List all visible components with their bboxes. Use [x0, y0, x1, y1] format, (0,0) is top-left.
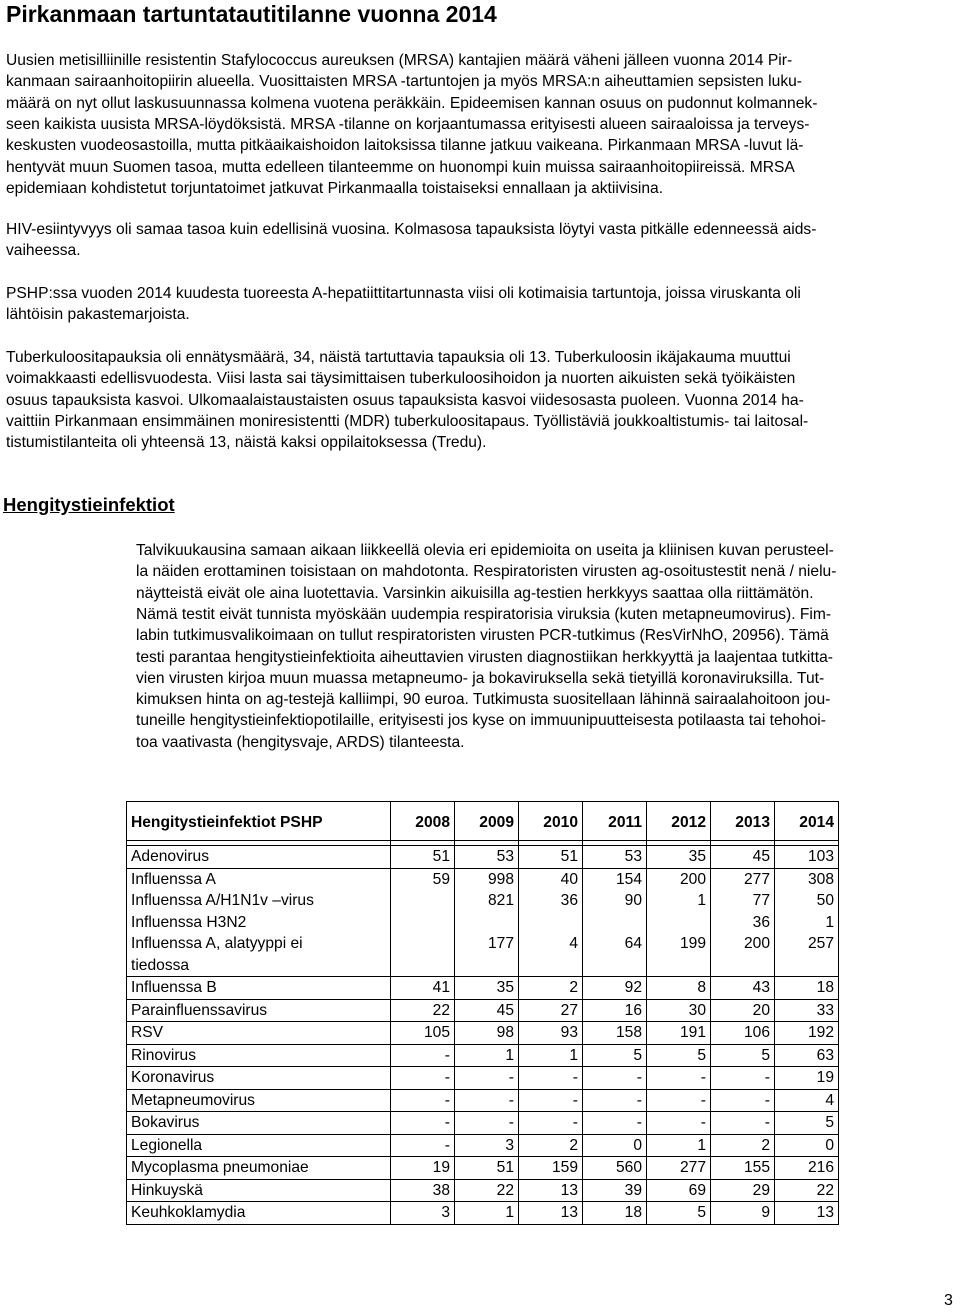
value-line: 22: [496, 1181, 514, 1199]
value-line: [459, 912, 514, 934]
value-cell: [583, 1202, 647, 1225]
table-row: [127, 1089, 839, 1112]
value-line: -: [444, 1136, 450, 1154]
value-cell: [775, 1134, 839, 1157]
header-year: 2012: [647, 802, 711, 841]
table-row: [127, 1157, 839, 1180]
value-line: 51: [560, 848, 578, 865]
section-line: labin tutkimusvalikoimaan on tullut respiratoristen virusten PCR-tutkimus (ResVirNhO, 20956). Tämä: [136, 627, 829, 645]
row-label: [127, 1112, 391, 1135]
value-line: -: [764, 1069, 770, 1086]
value-line: 93: [560, 1024, 578, 1041]
value-cell: [775, 999, 839, 1022]
value-cell: [647, 1067, 711, 1090]
value-line: 5: [825, 1114, 834, 1131]
value-line: 45: [752, 848, 770, 865]
value-cell: [455, 868, 519, 977]
value-cell: [647, 999, 711, 1022]
value-line: 36: [560, 892, 578, 909]
value-cell: [647, 1134, 711, 1157]
value-line: 64: [624, 935, 642, 952]
paragraph-line: tistumistilanteita oli yhteensä 13, näistä kaksi oppilaitoksessa (Tredu).: [6, 434, 487, 452]
value-line: -: [572, 1114, 578, 1131]
value-line: [651, 955, 706, 977]
value-line: -: [508, 1114, 514, 1131]
paragraph-line: vaittiin Pirkanmaan ensimmäinen moniresistentti (MDR) tuberkuloositapaus. Työllistäviä joukkoaltistumis- tai laitosal-: [6, 412, 809, 430]
value-line: 63: [816, 1046, 834, 1064]
value-line: 105: [423, 1024, 450, 1041]
value-cell: [391, 1202, 455, 1225]
label-line: Influenssa H3N2: [131, 913, 247, 931]
value-cell: [455, 1134, 519, 1157]
value-cell: [711, 1044, 775, 1067]
value-line: 5: [761, 1046, 770, 1064]
value-line: 45: [496, 1001, 514, 1019]
value-cell: [647, 977, 711, 1000]
section-line: Nämä testit eivät tunnista myöskään uudempia respiratorisia viruksia (kuten metapneumovirus). Fim-: [136, 605, 832, 623]
value-line: 1: [697, 1136, 706, 1154]
table-row: [127, 1044, 839, 1067]
value-line: 155: [743, 1159, 770, 1176]
value-cell: [583, 1067, 647, 1090]
value-line: [459, 955, 514, 977]
value-cell: [775, 1157, 839, 1180]
value-line: 106: [743, 1024, 770, 1041]
header-year: 2014: [775, 802, 839, 841]
value-line: 38: [432, 1181, 450, 1199]
value-cell: [775, 1067, 839, 1090]
value-cell: [647, 1202, 711, 1225]
value-cell: [583, 868, 647, 977]
value-cell: [647, 1089, 711, 1112]
value-cell: [519, 1089, 583, 1112]
value-line: [715, 955, 770, 977]
value-cell: [519, 1157, 583, 1180]
value-cell: [775, 868, 839, 977]
value-line: -: [636, 1069, 642, 1086]
value-cell: [775, 1202, 839, 1225]
value-cell: [455, 977, 519, 1000]
value-line: -: [508, 1091, 514, 1109]
row-label: [127, 1179, 391, 1202]
value-line: 0: [825, 1136, 834, 1154]
value-cell: [391, 1157, 455, 1180]
value-line: 2: [569, 979, 578, 996]
value-line: 821: [487, 892, 514, 909]
value-line: 41: [432, 979, 450, 996]
value-cell: [583, 1044, 647, 1067]
value-line: 154: [615, 870, 642, 888]
label-line: Parainfluenssavirus: [131, 1001, 268, 1019]
row-label: [127, 1134, 391, 1157]
value-cell: [583, 1112, 647, 1135]
section-line: Talvikuukausina samaan aikaan liikkeellä olevia eri epidemioita on useita ja kliinisen kuvan perusteel-: [136, 542, 834, 559]
value-line: 22: [816, 1181, 834, 1199]
header-label: Hengitystieinfektiot PSHP: [127, 802, 391, 841]
row-label: [127, 868, 391, 977]
value-line: -: [764, 1114, 770, 1131]
value-line: 177: [487, 935, 514, 952]
label-line: Mycoplasma pneumoniae: [131, 1159, 309, 1176]
section-line: kimuksen hinta on ag-testejä kalliimpi, 90 euroa. Tutkimusta suositellaan lähinnä sairaalahoitoon jou-: [136, 691, 831, 709]
value-cell: [583, 1134, 647, 1157]
paragraph-line: epidemiaan kohdistetut torjuntatoimet jatkuvat Pirkanmaalla toistaiseksi ennallaan ja aktiivisina.: [6, 179, 664, 197]
section-line: la näiden erottaminen toisistaan on mahdotonta. Respiratoristen virusten ag-osoitustestit nenä / nielu-: [136, 563, 837, 581]
value-line: 51: [496, 1159, 514, 1176]
row-label: [127, 1202, 391, 1225]
value-cell: [519, 977, 583, 1000]
value-cell: [583, 1022, 647, 1045]
table-row: [127, 977, 839, 1000]
value-line: 22: [432, 1001, 450, 1019]
value-line: -: [700, 1069, 706, 1086]
value-line: 36: [752, 913, 770, 931]
label-line: Koronavirus: [131, 1069, 215, 1086]
row-label: [127, 999, 391, 1022]
value-line: -: [444, 1046, 450, 1064]
value-line: 13: [816, 1204, 834, 1221]
value-cell: [711, 1134, 775, 1157]
value-cell: [519, 1202, 583, 1225]
value-cell: [455, 1157, 519, 1180]
value-cell: [391, 1089, 455, 1112]
value-line: 59: [432, 870, 450, 888]
value-line: 159: [551, 1159, 578, 1176]
value-cell: [775, 1044, 839, 1067]
value-cell: [711, 1202, 775, 1225]
value-cell: [583, 1089, 647, 1112]
value-line: 98: [496, 1024, 514, 1041]
value-line: 53: [496, 848, 514, 865]
value-line: 16: [624, 1001, 642, 1019]
value-cell: [775, 977, 839, 1000]
value-cell: [391, 868, 455, 977]
value-cell: [391, 1179, 455, 1202]
table-row: [127, 846, 839, 869]
value-line: 308: [807, 870, 834, 888]
value-cell: [455, 1067, 519, 1090]
value-line: 5: [697, 1204, 706, 1221]
page-title: Pirkanmaan tartuntatautitilanne vuonna 2014: [6, 1, 497, 27]
value-cell: [519, 846, 583, 869]
value-cell: [775, 1112, 839, 1135]
value-line: 2: [761, 1136, 770, 1154]
value-cell: [391, 846, 455, 869]
table-row: [127, 1179, 839, 1202]
label-line: Keuhkoklamydia: [131, 1204, 246, 1221]
value-line: -: [444, 1091, 450, 1109]
value-line: 1: [825, 913, 834, 931]
value-line: -: [572, 1091, 578, 1109]
value-line: [587, 955, 642, 977]
value-cell: [391, 1022, 455, 1045]
value-cell: [647, 1179, 711, 1202]
value-line: -: [444, 1069, 450, 1086]
page-number: 3: [944, 1292, 953, 1309]
value-cell: [455, 1112, 519, 1135]
value-cell: [647, 1044, 711, 1067]
value-line: 90: [624, 892, 642, 909]
row-label: [127, 977, 391, 1000]
value-cell: [775, 1022, 839, 1045]
value-line: -: [508, 1069, 514, 1086]
value-cell: [391, 999, 455, 1022]
row-label: [127, 846, 391, 869]
paragraph-line: vaiheessa.: [6, 242, 81, 260]
table-row: [127, 999, 839, 1022]
value-line: 0: [633, 1136, 642, 1154]
value-cell: [711, 846, 775, 869]
value-line: 18: [816, 979, 834, 996]
value-line: 200: [679, 870, 706, 888]
paragraph-line: kanmaan sairaanhoitopiirin alueella. Vuosittaisten MRSA -tartuntojen ja myös MRSA:n aiheuttamien sepsisten luku-: [6, 73, 802, 91]
value-line: -: [700, 1114, 706, 1131]
value-line: 13: [560, 1204, 578, 1221]
value-line: [779, 955, 834, 977]
value-line: [587, 912, 642, 934]
value-cell: [519, 1134, 583, 1157]
table-row: [127, 1112, 839, 1135]
value-line: 40: [560, 870, 578, 888]
paragraph-line: määrä on nyt ollut laskusuunnassa kolmena vuotena peräkkäin. Epideemisen kannan osuus on pudonnut kolmannek-: [6, 94, 818, 112]
header-year: 2010: [519, 802, 583, 841]
value-line: [523, 912, 578, 934]
table-header-row: [127, 802, 839, 841]
value-cell: [775, 1089, 839, 1112]
table-row: [127, 1134, 839, 1157]
paragraph-line: Uusien metisilliinille resistentin Stafylococcus aureuksen (MRSA) kantajien määrä väheni jälleen vuonna 2014 Pir-: [6, 52, 793, 69]
value-cell: [455, 1044, 519, 1067]
value-cell: [519, 1067, 583, 1090]
table-row: [127, 1022, 839, 1045]
paragraph-line: keskusten vuodeosastoilla, mutta pitkäaikaishoidon laitoksissa tilanne jatkuu vaikeana. Pirkanmaan MRSA -luvut lä-: [6, 137, 804, 155]
value-line: 103: [807, 848, 834, 865]
label-line: RSV: [131, 1024, 164, 1041]
value-cell: [711, 977, 775, 1000]
value-cell: [775, 1179, 839, 1202]
paragraph-line: Tuberkuloositapauksia oli ennätysmäärä, 34, näistä tartuttavia tapauksia oli 13. Tuberkuloosin ikäjakauma muuttui: [6, 349, 791, 366]
value-cell: [583, 846, 647, 869]
value-line: 27: [560, 1001, 578, 1019]
value-line: 277: [679, 1159, 706, 1176]
value-line: 9: [761, 1204, 770, 1221]
value-line: 35: [496, 979, 514, 996]
paragraph-line: HIV-esiintyvyys oli samaa tasoa kuin edellisinä vuosina. Kolmasosa tapauksista löytyi vasta pitkälle edenneessä aids-: [6, 221, 817, 238]
value-cell: [455, 1089, 519, 1112]
value-line: 257: [807, 935, 834, 952]
infections-table: [126, 801, 839, 1225]
value-line: [395, 933, 450, 955]
value-line: 13: [560, 1181, 578, 1199]
paragraph-line: seen kaikista uusista MRSA-löydöksistä. MRSA -tilanne on korjaantumassa erityisesti alueen sairaaloissa ja terveys-: [6, 115, 810, 133]
value-cell: [519, 868, 583, 977]
value-line: [523, 955, 578, 977]
paragraph-line: hentyvät muun Suomen tasoa, mutta edelleen tilanteemme on huonompi kuin muissa sairaanhoitopiireissä. MRSA: [6, 158, 795, 176]
row-label: [127, 1067, 391, 1090]
paragraph-line: lähtöisin pakastemarjoista.: [6, 306, 190, 324]
value-line: 192: [807, 1024, 834, 1041]
value-cell: [391, 977, 455, 1000]
value-line: 216: [807, 1159, 834, 1176]
value-cell: [455, 1022, 519, 1045]
value-line: -: [764, 1091, 770, 1109]
value-line: 33: [816, 1001, 834, 1019]
value-line: 1: [697, 892, 706, 909]
paragraph-line: PSHP:ssa vuoden 2014 kuudesta tuoreesta A-hepatiittitartunnasta viisi oli kotimaisia tartuntoja, joissa viruskanta oli: [6, 285, 801, 302]
row-label: [127, 1044, 391, 1067]
value-cell: [519, 1179, 583, 1202]
value-cell: [583, 1157, 647, 1180]
value-cell: [519, 999, 583, 1022]
value-line: 277: [743, 870, 770, 888]
header-year: 2013: [711, 802, 775, 841]
value-line: 20: [752, 1001, 770, 1019]
value-line: [395, 912, 450, 934]
value-cell: [711, 1089, 775, 1112]
value-line: 1: [505, 1204, 514, 1221]
label-line: Adenovirus: [131, 848, 210, 865]
label-line: Influenssa A/H1N1v –virus: [131, 892, 314, 909]
value-line: 18: [624, 1204, 642, 1221]
value-cell: [391, 1067, 455, 1090]
value-cell: [455, 999, 519, 1022]
value-cell: [519, 1022, 583, 1045]
value-line: 92: [624, 979, 642, 996]
value-line: 50: [816, 892, 834, 909]
value-line: 51: [432, 848, 450, 865]
value-cell: [647, 1022, 711, 1045]
value-line: 998: [487, 870, 514, 888]
value-line: -: [636, 1091, 642, 1109]
value-line: [651, 912, 706, 934]
value-cell: [711, 1067, 775, 1090]
section-line: tuneille hengitystieinfektiopotilaille, erityisesti jos kyse on immuunipuutteisesta potilaasta tai tehohoi-: [136, 712, 826, 730]
label-line: Rinovirus: [131, 1046, 196, 1064]
value-cell: [391, 1134, 455, 1157]
value-line: 560: [615, 1159, 642, 1176]
value-line: 1: [569, 1046, 578, 1064]
value-line: -: [444, 1114, 450, 1131]
value-line: 35: [688, 848, 706, 865]
value-line: 8: [697, 979, 706, 996]
section-line: testi parantaa hengitystieinfektioita aiheuttavien virusten diagnostiikan herkkyyttä ja laajentaa tutkitta-: [136, 648, 833, 666]
table-row: [127, 1202, 839, 1225]
row-label: [127, 1157, 391, 1180]
value-cell: [455, 1202, 519, 1225]
table-row: [127, 868, 839, 977]
value-line: 19: [816, 1069, 834, 1086]
label-line: tiedossa: [131, 956, 190, 974]
section-line: vien virusten kirjoa muun muassa metapneumo- ja bokaviruksella sekä tietyillä koronaviruksilla. Tut-: [136, 669, 825, 687]
table-row: [127, 1067, 839, 1090]
value-cell: [711, 1112, 775, 1135]
value-line: 29: [752, 1181, 770, 1199]
value-line: 69: [688, 1181, 706, 1199]
value-cell: [711, 1157, 775, 1180]
value-cell: [391, 1112, 455, 1135]
label-line: Bokavirus: [131, 1114, 200, 1131]
value-cell: [583, 1179, 647, 1202]
value-cell: [519, 1112, 583, 1135]
value-cell: [647, 1157, 711, 1180]
value-line: 3: [505, 1136, 514, 1154]
value-line: 77: [752, 892, 770, 909]
value-line: -: [572, 1069, 578, 1086]
value-cell: [711, 868, 775, 977]
header-year: 2011: [583, 802, 647, 841]
label-line: Legionella: [131, 1136, 203, 1154]
paragraph-line: voimakkaasti edellisvuodesta. Viisi lasta sai täysimittaisen tuberkuloosihoidon ja nuorten aikuisten sekä työikäisten: [6, 370, 796, 388]
header-year: 2009: [455, 802, 519, 841]
value-line: 158: [615, 1024, 642, 1041]
value-cell: [647, 846, 711, 869]
value-line: 30: [688, 1001, 706, 1019]
value-cell: [519, 1044, 583, 1067]
value-line: 53: [624, 848, 642, 865]
value-line: 39: [624, 1181, 642, 1199]
value-cell: [711, 999, 775, 1022]
row-label: [127, 1089, 391, 1112]
section-heading: Hengitystieinfektiot: [3, 494, 175, 515]
value-line: 5: [697, 1046, 706, 1064]
value-line: 2: [569, 1136, 578, 1154]
value-line: 199: [679, 935, 706, 952]
label-line: Metapneumovirus: [131, 1091, 255, 1109]
value-line: -: [636, 1114, 642, 1131]
value-line: 191: [679, 1024, 706, 1041]
value-line: -: [700, 1091, 706, 1109]
label-line: Hinkuyskä: [131, 1181, 203, 1199]
row-label: [127, 1022, 391, 1045]
value-line: 200: [743, 935, 770, 952]
value-cell: [711, 1022, 775, 1045]
value-line: 4: [825, 1091, 834, 1109]
section-line: toa vaativasta (hengitysvaje, ARDS) tilanteesta.: [136, 733, 465, 751]
value-line: 1: [505, 1046, 514, 1064]
label-line: Influenssa A: [131, 870, 216, 888]
value-cell: [775, 846, 839, 869]
value-cell: [583, 999, 647, 1022]
value-line: 5: [633, 1046, 642, 1064]
value-line: [395, 890, 450, 912]
value-line: 3: [441, 1204, 450, 1221]
section-line: näytteistä eivät ole aina luotettavia. Varsinkin aikuisilla ag-testien herkkyys saattaa olla riittämätön.: [136, 584, 814, 602]
value-line: 4: [569, 935, 578, 952]
value-cell: [455, 1179, 519, 1202]
value-cell: [455, 846, 519, 869]
value-line: 19: [432, 1159, 450, 1176]
label-line: Influenssa A, alatyyppi ei: [131, 935, 303, 952]
value-cell: [647, 868, 711, 977]
header-year: 2008: [391, 802, 455, 841]
value-cell: [711, 1179, 775, 1202]
paragraph-line: osuus tapauksista kasvoi. Ulkomaalaistaustaisten osuus tapauksista kasvoi viidesosasta puoleen. Vuonna 2014 ha-: [6, 391, 804, 409]
label-line: Influenssa B: [131, 979, 217, 996]
value-cell: [391, 1044, 455, 1067]
value-cell: [583, 977, 647, 1000]
value-line: 43: [752, 979, 770, 996]
value-line: [395, 955, 450, 977]
value-cell: [647, 1112, 711, 1135]
